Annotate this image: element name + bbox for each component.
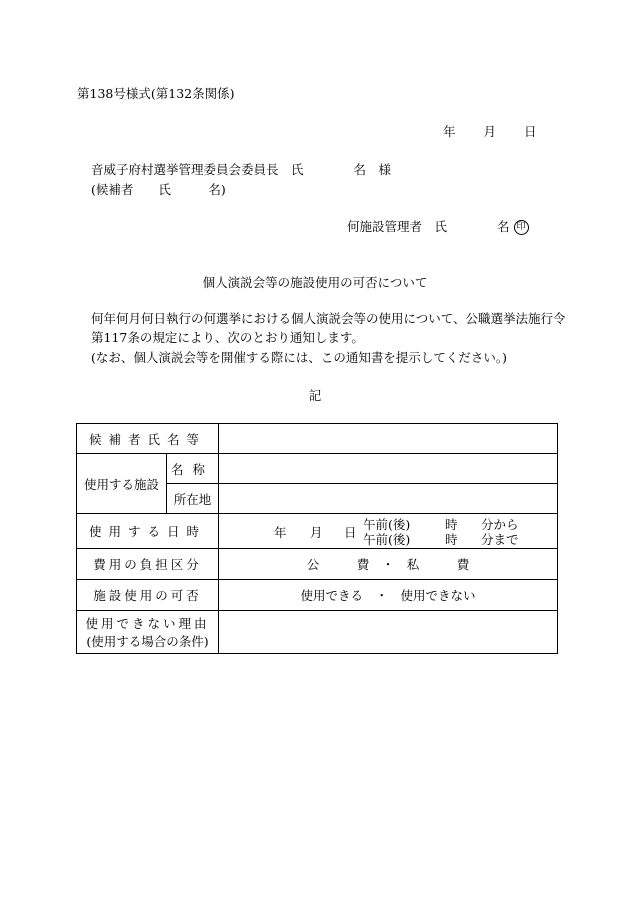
- form-number: 第138号様式(第132条関係): [77, 86, 235, 101]
- date-year: 年: [443, 124, 456, 139]
- datetime-value[interactable]: [219, 514, 558, 549]
- facility-location-label: 所在地: [167, 484, 219, 514]
- date-line: [443, 122, 551, 140]
- availability-value[interactable]: 使用できる ・ 使用できない: [219, 580, 558, 611]
- reason-value[interactable]: [219, 611, 558, 654]
- ki-heading: 記: [308, 388, 322, 403]
- date-day: 日: [524, 124, 537, 139]
- cost-value[interactable]: 公 費 ・ 私 費: [219, 549, 558, 580]
- row-facility-name: [77, 454, 558, 484]
- facility-name-label: 名称: [167, 454, 219, 484]
- addressee-line-2: (候補者 氏 名): [91, 182, 226, 197]
- row-reason: [77, 611, 558, 654]
- reason-label: [77, 611, 219, 654]
- sender-line: [347, 217, 529, 235]
- seal-mark: 印: [514, 220, 529, 235]
- reason-label-line-2: (使用する場合の条件): [86, 634, 209, 649]
- datetime-hour-from: 時: [445, 517, 458, 532]
- row-datetime: [77, 514, 558, 549]
- sender-label: 何施設管理者 氏 名: [347, 219, 510, 234]
- datetime-year: 年: [274, 525, 287, 540]
- candidate-name-label: 候補者氏名等: [77, 424, 219, 454]
- datetime-ampm-until: 午前(後): [363, 532, 411, 547]
- availability-label: 施設使用の可否: [77, 580, 219, 611]
- datetime-until: 分まで: [481, 532, 519, 547]
- facility-location-value[interactable]: [219, 484, 558, 514]
- datetime-ampm-from: 午前(後): [363, 517, 411, 532]
- datetime-hour-until: 時: [445, 532, 458, 547]
- reason-label-line-1: 使用できない理由: [85, 616, 210, 631]
- row-candidate: [77, 424, 558, 454]
- datetime-label: 使用する日時: [77, 514, 219, 549]
- candidate-name-value[interactable]: [219, 424, 558, 454]
- facility-used-label: 使用する施設: [77, 454, 167, 514]
- datetime-day: 日: [344, 525, 357, 540]
- notice-table: [76, 423, 558, 654]
- body-line-2: 第117条の規定により、次のとおり通知します。: [91, 330, 364, 345]
- datetime-from: 分から: [481, 517, 519, 532]
- datetime-month: 月: [310, 525, 323, 540]
- date-month: 月: [483, 124, 497, 139]
- document-title: 個人演説会等の施設使用の可否について: [202, 275, 428, 290]
- row-availability: [77, 580, 558, 611]
- body-line-1: 何年何月何日執行の何選挙における個人演説会等の使用について、公職選挙法施行令: [91, 311, 566, 326]
- cost-label: 費用の負担区分: [77, 549, 219, 580]
- facility-name-value[interactable]: [219, 454, 558, 484]
- body-line-3: (なお、個人演説会等を開催する際には、この通知書を提示してください。): [91, 350, 508, 365]
- addressee-line-1: 音威子府村選挙管理委員会委員長 氏 名 様: [91, 162, 392, 177]
- row-cost: [77, 549, 558, 580]
